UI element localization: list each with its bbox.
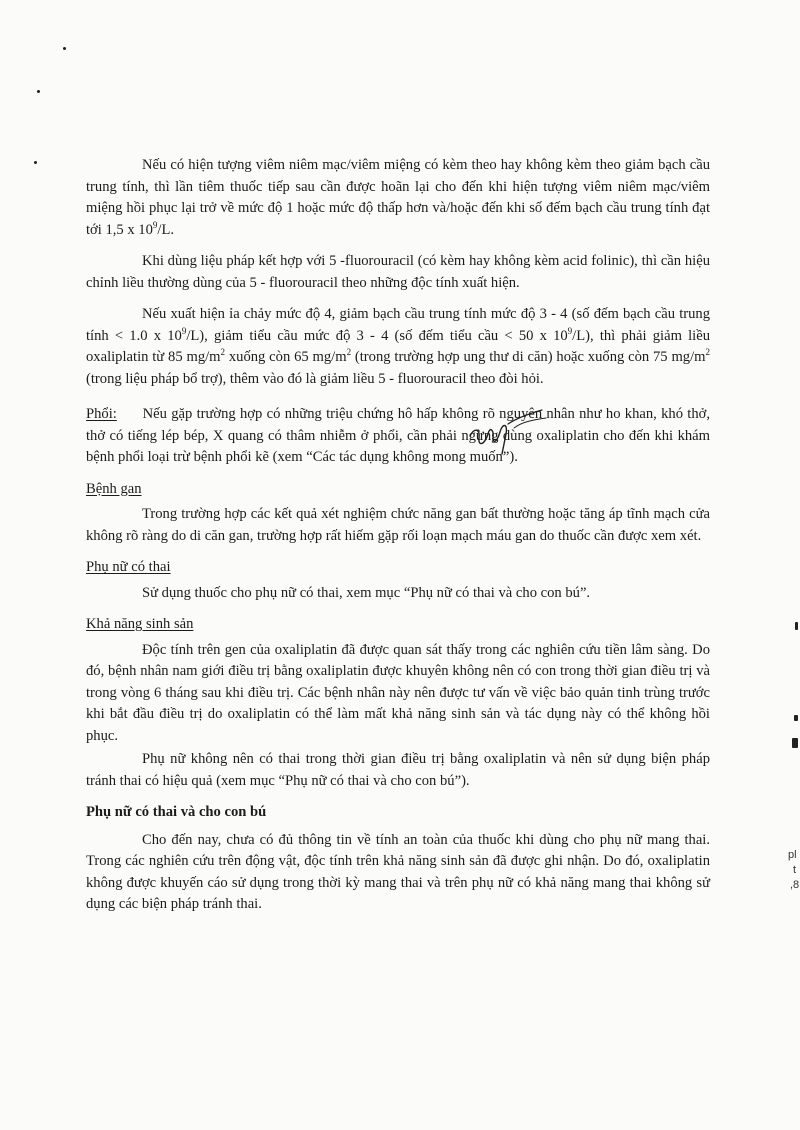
paragraph-phu-nu-co-thai: Sử dụng thuốc cho phụ nữ có thai, xem mục “Phụ nữ có thai và cho con bú”. <box>142 584 591 601</box>
section-heading-phu-nu-co-thai: Phụ nữ có thai <box>86 559 171 575</box>
paragraph-benh-gan: Trong trường hợp các kết quả xét nghiệm chức năng gan bất thường hoặc tăng áp tĩnh mạch cửa không rõ ràng do di căn gan, trường hợp rất hiếm gặp rối loạn mạch máu gan do thuốc cần được xem xét. <box>86 506 710 544</box>
section-heading-benh-gan: Bệnh gan <box>86 480 142 497</box>
section-heading-phoi: Phổi: <box>86 406 117 422</box>
paragraph-mucositis: Nếu có hiện tượng viêm niêm mạc/viêm miệng có kèm theo hay không kèm theo giảm bạch cầu trung tính, thì lần tiêm thuốc tiếp sau cần được hoãn lại cho đến khi hiện tượng viêm niêm mạc/viêm miệng hồi phục lại trở về mức độ 1 hoặc mức độ thấp hơn và/hoặc đến khi số đếm bạch cầu trung tính đạt tới 1,5 x $10^9/L$. <box>86 157 710 238</box>
section-heading-phu-nu-co-thai-cho-con-bu: Phụ nữ có thai và cho con bú <box>86 804 267 820</box>
paragraph-dose-reduction: Nếu xuất hiện ỉa chảy mức độ 4, giảm bạch cầu trung tính mức độ 3 - 4 (số đếm bạch cầu trung tính < 1.0 x $10^9/L$), giảm tiểu cầu mức độ 3 - 4 (số đếm tiểu cầu < 50 x $10^9/L$), thì phải giảm liều oxaliplatin từ 85 $mg/m^2$ xuống còn 65 $mg/m^2$ (trong trường hợp ung thư di căn) hoặc xuống còn 75 $mg/m^2$ (trong liệu pháp bổ trợ), thêm vào đó là giảm liều 5 - fluorouracil theo đòi hỏi. <box>86 306 710 387</box>
paragraph-kha-nang-sinh-san-1: Độc tính trên gen của oxaliplatin đã được quan sát thấy trong các nghiên cứu tiền lâm sàng. Do đó, bệnh nhân nam giới điều trị bằng oxaliplatin được khuyên không nên có con trong thời gian điều trị và trong vòng 6 tháng sau khi điều trị. Các bệnh nhân này nên được tư vấn về việc bảo quản tinh trùng trước khi bắt đầu điều trị do oxaliplatin có thể làm mất khả năng sinh sản và tác dụng này có thể không hồi phục. <box>86 641 710 744</box>
scan-speck <box>34 161 37 164</box>
scan-speck <box>792 738 798 748</box>
paragraph-phoi: Phổi: Nếu gặp trường hợp có những triệu chứng hô hấp không rõ nguyên nhân như ho khan, khó thở, thở có tiếng lép bép, X quang có thâm nhiễm ở phổi, cần phải ngừng dùng oxaliplatin cho đến khi khám bệnh phổi loại trừ bệnh phổi kẽ (xem “Các tác dụng không mong muốn”). <box>86 406 710 465</box>
scan-speck <box>37 90 40 93</box>
paragraph-kha-nang-sinh-san-2: Phụ nữ không nên có thai trong thời gian điều trị bằng oxaliplatin và nên sử dụng biện pháp tránh thai có hiệu quả (xem mục “Phụ nữ có thai và cho con bú”). <box>86 751 710 789</box>
scan-speck <box>795 622 798 630</box>
document-body <box>86 155 710 926</box>
edge-fragment: t <box>793 864 797 876</box>
edge-fragment: pl <box>788 849 797 861</box>
edge-fragment: ,8 <box>790 879 800 891</box>
section-heading-kha-nang-sinh-san: Khả năng sinh sản <box>86 616 194 632</box>
scan-speck <box>794 715 798 721</box>
scan-speck <box>63 47 66 50</box>
paragraph-fluorouracil: Khi dùng liệu pháp kết hợp với 5 -fluorouracil (có kèm hay không kèm acid folinic), thì cần hiệu chỉnh liều thường dùng của 5 - fluorouracil theo những độc tính xuất hiện. <box>86 253 710 291</box>
paragraph-cho-con-bu: Cho đến nay, chưa có đủ thông tin về tính an toàn của thuốc khi dùng cho phụ nữ mang thai. Trong các nghiên cứu trên động vật, độc tính trên khả năng sinh sản đã được ghi nhận. Do đó, oxaliplatin không được khuyến cáo sử dụng trong thời kỳ mang thai và trên phụ nữ có khả năng mang thai không sử dụng các biện pháp tránh thai. <box>86 831 710 912</box>
